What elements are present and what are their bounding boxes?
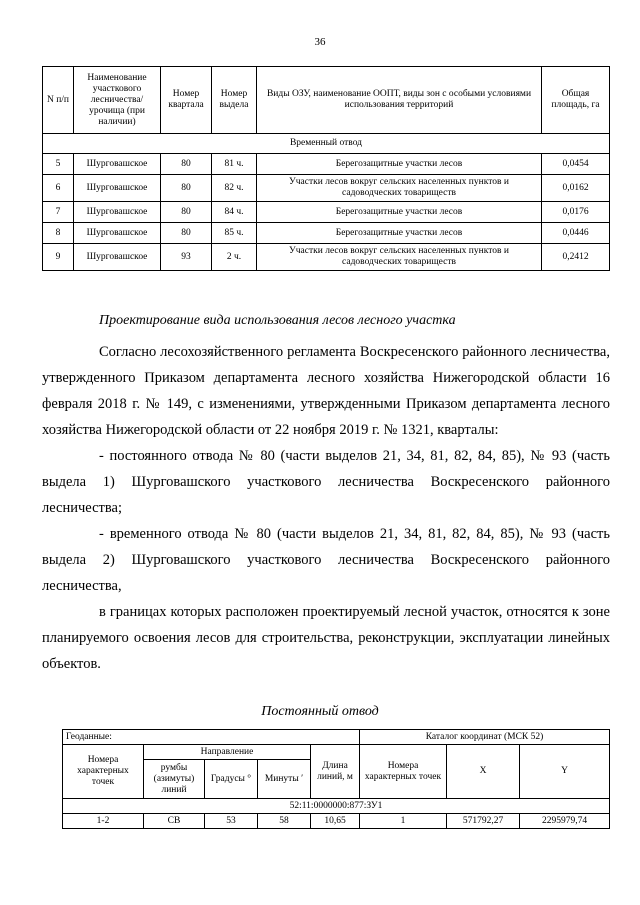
cell-area: 0,0454: [542, 154, 610, 175]
table-row: [63, 814, 610, 829]
col-length-header: Длина линий, м: [311, 745, 360, 799]
page-number: 36: [314, 36, 326, 48]
geodata-label: Геоданные:: [63, 730, 360, 745]
cell-type: Участки лесов вокруг сельских населенных пунктов и садоводческих товариществ: [257, 244, 542, 271]
col-points2-header: Номера характерных точек: [360, 745, 447, 799]
cell-name: Шурговашское: [74, 175, 161, 202]
zones-table: [42, 66, 610, 271]
table-header-row: [43, 67, 610, 134]
cell-y: 2295979,74: [520, 814, 610, 829]
col-x-header: X: [447, 745, 520, 799]
col-degrees-header: Градусы °: [205, 760, 258, 799]
cell-point: 1: [360, 814, 447, 829]
col-quarter-header: Номер квартала: [161, 67, 212, 134]
table-row: [43, 244, 610, 271]
direction-header: Направление: [144, 745, 311, 760]
cell-x: 571792,27: [447, 814, 520, 829]
cell-length: 10,65: [311, 814, 360, 829]
cell-section: 82 ч.: [212, 175, 257, 202]
table-row: [43, 223, 610, 244]
cell-degrees: 53: [205, 814, 258, 829]
cell-name: Шурговашское: [74, 223, 161, 244]
col-name-header: Наименование участкового лесничества/урочища (при наличии): [74, 67, 161, 134]
cell-quarter: 80: [161, 223, 212, 244]
cell-type: Берегозащитные участки лесов: [257, 154, 542, 175]
cell-num: 7: [43, 202, 74, 223]
table-row: [43, 202, 610, 223]
cell-section: 85 ч.: [212, 223, 257, 244]
cell-num: 9: [43, 244, 74, 271]
cell-num: 6: [43, 175, 74, 202]
cell-type: Участки лесов вокруг сельских населенных пунктов и садоводческих товариществ: [257, 175, 542, 202]
table-row: [43, 175, 610, 202]
paragraph: Согласно лесохозяйственного регламента Воскресенского районного лесничества, утвержденного Приказом департамента лесного хозяйства Нижегородской области 16 февраля 2018 г. № 149, с изменениями, утвержденными Приказом департамента лесного хозяйства Нижегородской области от 22 ноября 2019 г. № 1321, кварталы:: [42, 344, 610, 438]
cell-rumb: СВ: [144, 814, 205, 829]
section-heading: Проектирование вида использования лесов лесного участка: [99, 313, 456, 328]
col-types-header: Виды ОЗУ, наименование ООПТ, виды зон с особыми условиями использования территорий: [257, 67, 542, 134]
cell-name: Шурговашское: [74, 202, 161, 223]
section-title: Временный отвод: [43, 134, 610, 154]
cell-area: 0,0162: [542, 175, 610, 202]
cell-minutes: 58: [258, 814, 311, 829]
cell-section: 84 ч.: [212, 202, 257, 223]
cell-quarter: 80: [161, 202, 212, 223]
cell-num: 8: [43, 223, 74, 244]
col-minutes-header: Минуты ′: [258, 760, 311, 799]
cell-type: Берегозащитные участки лесов: [257, 202, 542, 223]
cell-name: Шурговашское: [74, 154, 161, 175]
cadastral-number: 52:11:0000000:877:ЗУ1: [63, 799, 610, 814]
cell-area: 0,2412: [542, 244, 610, 271]
body-text: [42, 339, 610, 677]
coordinates-table: [62, 729, 610, 829]
col-points-header: Номера характерных точек: [63, 745, 144, 799]
cell-section: 2 ч.: [212, 244, 257, 271]
paragraph: - постоянного отвода № 80 (части выделов 21, 34, 81, 82, 84, 85), № 93 (часть выдела 1) Шурговашского участкового лесничества Воскресенского районного лесничества;: [42, 448, 610, 516]
cell-num: 5: [43, 154, 74, 175]
cell-quarter: 93: [161, 244, 212, 271]
cell-quarter: 80: [161, 154, 212, 175]
col-rumb-header: румбы (азимуты) линий: [144, 760, 205, 799]
cell-quarter: 80: [161, 175, 212, 202]
cell-section: 81 ч.: [212, 154, 257, 175]
cell-area: 0,0176: [542, 202, 610, 223]
table-row: [43, 154, 610, 175]
col-area-header: Общая площадь, га: [542, 67, 610, 134]
col-y-header: Y: [520, 745, 610, 799]
paragraph: в границах которых расположен проектируемый лесной участок, относятся к зоне планируемого освоения лесов для строительства, реконструкции, эксплуатации линейных объектов.: [42, 604, 610, 672]
cell-name: Шурговашское: [74, 244, 161, 271]
col-section-header: Номер выдела: [212, 67, 257, 134]
cell-points: 1-2: [63, 814, 144, 829]
col-num-header: N п/п: [43, 67, 74, 134]
cell-type: Берегозащитные участки лесов: [257, 223, 542, 244]
paragraph: - временного отвода № 80 (части выделов 21, 34, 81, 82, 84, 85), № 93 (часть выдела 2) Шурговашского участкового лесничества Воскресенского районного лесничества,: [42, 526, 610, 594]
catalog-label: Каталог координат (МСК 52): [360, 730, 610, 745]
cell-area: 0,0446: [542, 223, 610, 244]
subheading: Постоянный отвод: [261, 704, 379, 719]
